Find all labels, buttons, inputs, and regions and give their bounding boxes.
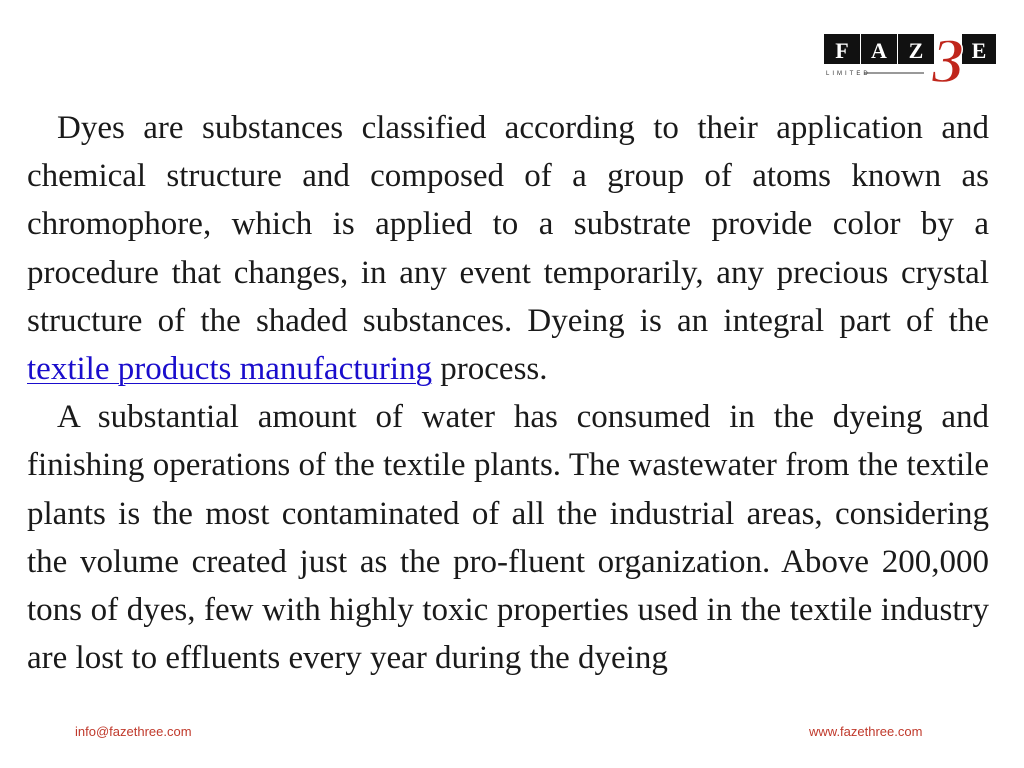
textile-manufacturing-link[interactable]: textile products manufacturing	[27, 351, 433, 388]
footer-website[interactable]: www.fazethree.com	[806, 724, 925, 740]
paragraph-1-tail: process.	[432, 351, 548, 388]
logo-numeral-three: 3	[932, 25, 964, 94]
main-text	[27, 104, 989, 682]
logo-letter-z: Z	[908, 38, 924, 63]
paragraph-1-text: Dyes are substances classified according to their application and chemical structure and composed of a group of atoms known as chromophore, which is applied to a substrate provide color by a procedure that changes, in any event temporarily, any precious crystal structure of the shaded substances. Dyeing is an integral part of the	[27, 110, 989, 339]
logo-letter-f: F	[835, 38, 849, 63]
logo-subtitle: LIMITED	[826, 71, 871, 77]
paragraph-water-consumption: A substantial amount of water has consumed in the dyeing and finishing operations of the textile plants. The wastewater from the textile plants is the most contaminated of all the industrial areas, considering the volume created just as the pro-fluent organization. Above 200,000 tons of dyes, few with highly toxic properties used in the textile industry are lost to effluents every year during the dyeing	[27, 399, 989, 677]
company-logo	[820, 24, 1000, 94]
logo-letter-a: A	[871, 38, 887, 63]
footer-email[interactable]: info@fazethree.com	[72, 724, 195, 740]
logo-letter-e: E	[971, 38, 987, 63]
faze-three-logo-graphic	[820, 24, 1000, 94]
paragraph-dyes-definition	[27, 104, 989, 393]
